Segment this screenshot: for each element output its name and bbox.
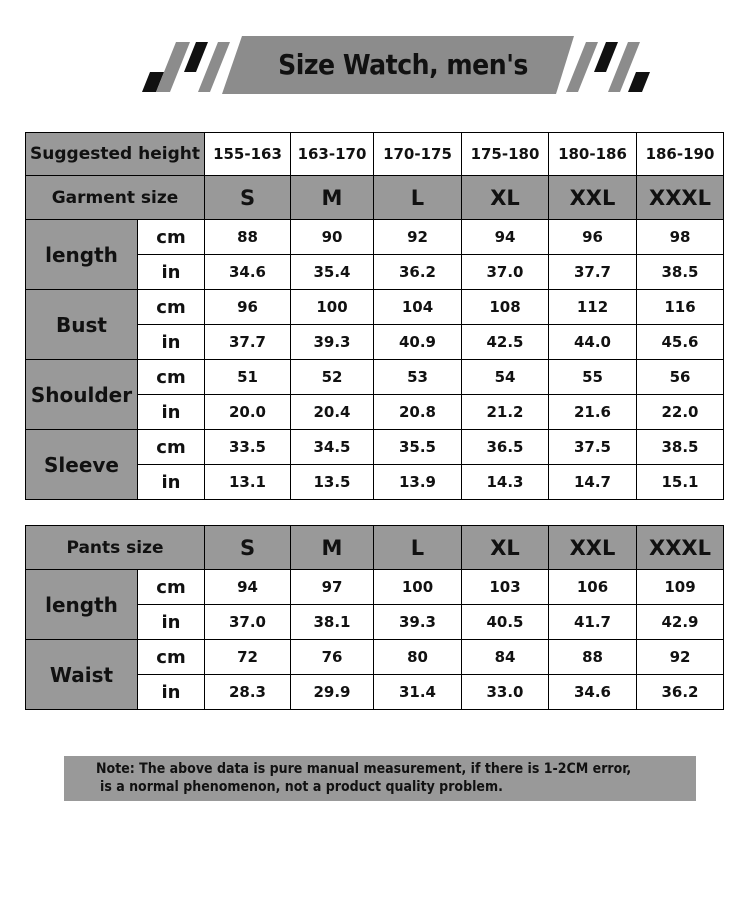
table-row xyxy=(26,570,724,605)
value-cell: 34.5 xyxy=(291,430,374,465)
value-cell: 36.2 xyxy=(374,255,462,290)
value-cell: 41.7 xyxy=(549,605,637,640)
value-cell: 33.0 xyxy=(462,675,549,710)
height-cell: 155-163 xyxy=(205,133,291,176)
value-cell: 20.8 xyxy=(374,395,462,430)
unit-in: in xyxy=(138,395,205,430)
value-cell: 14.7 xyxy=(549,465,637,500)
value-cell: 34.6 xyxy=(205,255,291,290)
unit-cm: cm xyxy=(138,220,205,255)
size-cell: XXL xyxy=(549,526,637,570)
pants-size-table xyxy=(25,525,724,710)
value-cell: 72 xyxy=(205,640,291,675)
measure-label: length xyxy=(26,570,138,640)
unit-cm: cm xyxy=(138,360,205,395)
value-cell: 92 xyxy=(637,640,724,675)
unit-cm: cm xyxy=(138,640,205,675)
value-cell: 29.9 xyxy=(291,675,374,710)
value-cell: 35.4 xyxy=(291,255,374,290)
value-cell: 13.9 xyxy=(374,465,462,500)
table-row xyxy=(26,290,724,325)
value-cell: 31.4 xyxy=(374,675,462,710)
value-cell: 28.3 xyxy=(205,675,291,710)
value-cell: 42.9 xyxy=(637,605,724,640)
value-cell: 94 xyxy=(462,220,549,255)
unit-in: in xyxy=(138,605,205,640)
size-cell: S xyxy=(205,176,291,220)
value-cell: 37.0 xyxy=(205,605,291,640)
value-cell: 96 xyxy=(205,290,291,325)
value-cell: 35.5 xyxy=(374,430,462,465)
unit-cm: cm xyxy=(138,430,205,465)
value-cell: 15.1 xyxy=(637,465,724,500)
value-cell: 51 xyxy=(205,360,291,395)
size-cell: L xyxy=(374,526,462,570)
value-cell: 55 xyxy=(549,360,637,395)
value-cell: 98 xyxy=(637,220,724,255)
measure-label: Waist xyxy=(26,640,138,710)
height-cell: 170-175 xyxy=(374,133,462,176)
measure-label: Shoulder xyxy=(26,360,138,430)
value-cell: 40.5 xyxy=(462,605,549,640)
height-cell: 186-190 xyxy=(637,133,724,176)
table-row xyxy=(26,360,724,395)
size-cell: S xyxy=(205,526,291,570)
value-cell: 100 xyxy=(291,290,374,325)
value-cell: 88 xyxy=(205,220,291,255)
left-stripe-2 xyxy=(156,42,190,92)
value-cell: 92 xyxy=(374,220,462,255)
value-cell: 40.9 xyxy=(374,325,462,360)
value-cell: 37.7 xyxy=(549,255,637,290)
unit-cm: cm xyxy=(138,290,205,325)
table-row xyxy=(26,220,724,255)
value-cell: 104 xyxy=(374,290,462,325)
value-cell: 38.5 xyxy=(637,255,724,290)
value-cell: 96 xyxy=(549,220,637,255)
measurement-note xyxy=(64,756,696,801)
value-cell: 21.6 xyxy=(549,395,637,430)
value-cell: 116 xyxy=(637,290,724,325)
value-cell: 103 xyxy=(462,570,549,605)
value-cell: 84 xyxy=(462,640,549,675)
size-cell: L xyxy=(374,176,462,220)
value-cell: 42.5 xyxy=(462,325,549,360)
value-cell: 56 xyxy=(637,360,724,395)
value-cell: 36.5 xyxy=(462,430,549,465)
pants-size-label: Pants size xyxy=(26,526,205,570)
value-cell: 37.0 xyxy=(462,255,549,290)
value-cell: 76 xyxy=(291,640,374,675)
height-cell: 180-186 xyxy=(549,133,637,176)
size-cell: XXXL xyxy=(637,526,724,570)
unit-in: in xyxy=(138,675,205,710)
measure-label: Bust xyxy=(26,290,138,360)
value-cell: 97 xyxy=(291,570,374,605)
size-cell: M xyxy=(291,526,374,570)
value-cell: 90 xyxy=(291,220,374,255)
value-cell: 14.3 xyxy=(462,465,549,500)
measure-label: Sleeve xyxy=(26,430,138,500)
size-cell: M xyxy=(291,176,374,220)
value-cell: 52 xyxy=(291,360,374,395)
value-cell: 13.5 xyxy=(291,465,374,500)
value-cell: 37.7 xyxy=(205,325,291,360)
measure-label: length xyxy=(26,220,138,290)
value-cell: 94 xyxy=(205,570,291,605)
page-title: Size Watch, men's xyxy=(278,47,528,81)
value-cell: 38.5 xyxy=(637,430,724,465)
height-cell: 175-180 xyxy=(462,133,549,176)
value-cell: 20.4 xyxy=(291,395,374,430)
size-label: Garment size xyxy=(26,176,205,220)
unit-cm: cm xyxy=(138,570,205,605)
size-cell: XXXL xyxy=(637,176,724,220)
value-cell: 53 xyxy=(374,360,462,395)
table-row xyxy=(26,640,724,675)
value-cell: 37.5 xyxy=(549,430,637,465)
value-cell: 13.1 xyxy=(205,465,291,500)
unit-in: in xyxy=(138,325,205,360)
garment-size-table xyxy=(25,132,724,500)
value-cell: 80 xyxy=(374,640,462,675)
value-cell: 38.1 xyxy=(291,605,374,640)
value-cell: 39.3 xyxy=(291,325,374,360)
right-stripe-4 xyxy=(628,72,650,92)
size-row xyxy=(26,176,724,220)
table-row xyxy=(26,430,724,465)
value-cell: 33.5 xyxy=(205,430,291,465)
height-cell: 163-170 xyxy=(291,133,374,176)
value-cell: 44.0 xyxy=(549,325,637,360)
value-cell: 109 xyxy=(637,570,724,605)
size-cell: XL xyxy=(462,176,549,220)
value-cell: 36.2 xyxy=(637,675,724,710)
size-row xyxy=(26,526,724,570)
height-row xyxy=(26,133,724,176)
unit-in: in xyxy=(138,465,205,500)
value-cell: 45.6 xyxy=(637,325,724,360)
value-cell: 34.6 xyxy=(549,675,637,710)
value-cell: 20.0 xyxy=(205,395,291,430)
value-cell: 22.0 xyxy=(637,395,724,430)
value-cell: 108 xyxy=(462,290,549,325)
note-line-1: Note: The above data is pure manual measurement, if there is 1-2CM error, xyxy=(96,761,632,777)
unit-in: in xyxy=(138,255,205,290)
value-cell: 106 xyxy=(549,570,637,605)
value-cell: 54 xyxy=(462,360,549,395)
size-cell: XL xyxy=(462,526,549,570)
value-cell: 112 xyxy=(549,290,637,325)
title-banner xyxy=(0,0,750,110)
height-label: Suggested height xyxy=(26,133,205,176)
size-cell: XXL xyxy=(549,176,637,220)
value-cell: 21.2 xyxy=(462,395,549,430)
value-cell: 88 xyxy=(549,640,637,675)
note-line-2: is a normal phenomenon, not a product quality problem. xyxy=(100,779,503,795)
value-cell: 100 xyxy=(374,570,462,605)
value-cell: 39.3 xyxy=(374,605,462,640)
right-stripe-2 xyxy=(594,42,618,72)
